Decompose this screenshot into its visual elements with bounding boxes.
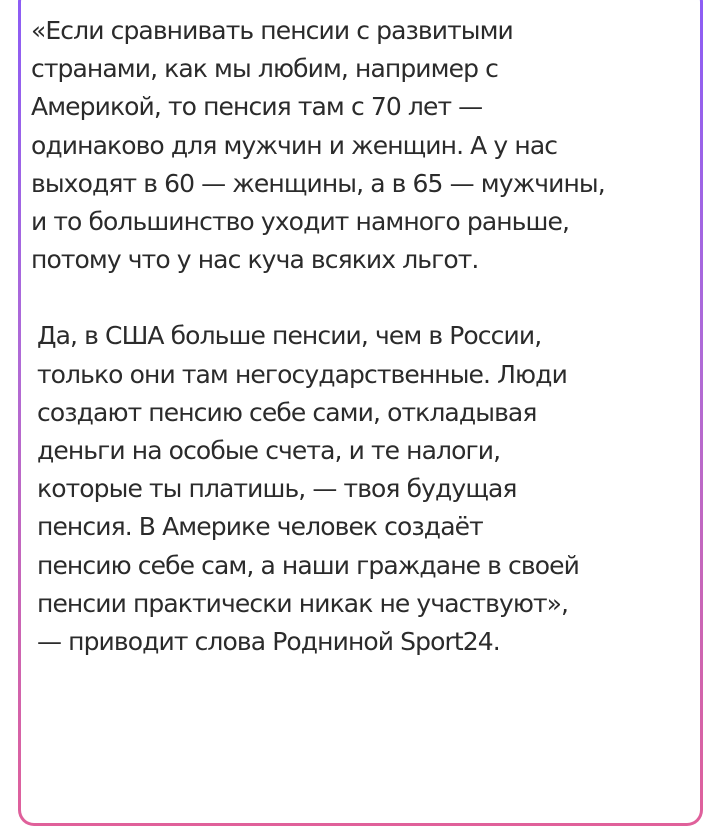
quote-block [31,12,681,661]
quote-paragraph-1: «Если сравнивать пенсии с развитыми странами, как мы любим, например с Америкой, то пенсия там с 70 лет — одинаково для мужчин и женщин. А у нас выходят в 60 — женщины, а в 65 — мужчины, и то большинство уходит намного раньше, потому что у нас куча всяких льгот. [31,16,605,275]
quote-paragraph-2: Да, в США больше пенсии, чем в России, только они там негосударственные. Люди создают пенсию себе сами, откладывая деньги на особые счета, и те налоги, которые ты платишь, — твоя будущая пенсия. В Америке человек создаёт пенсию себе сам, а наши граждане в своей пенсии практически никак не участвуют», — приводит слова Родниной Sport24. [37,321,579,657]
paragraph-spacer [31,279,681,317]
